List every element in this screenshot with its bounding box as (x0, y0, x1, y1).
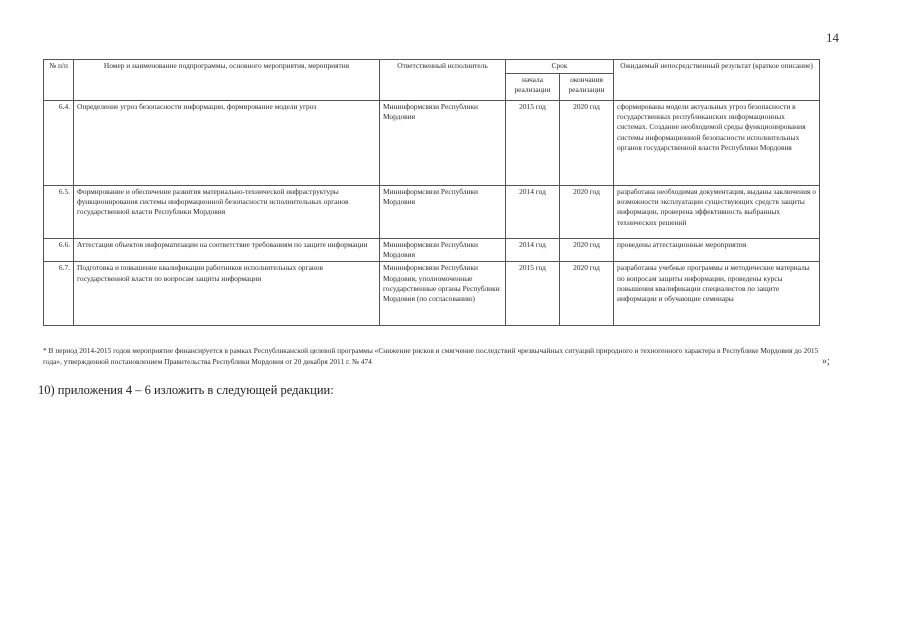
header-end: окончания реализации (560, 74, 614, 101)
expected-result: проведены аттестационные мероприятия (614, 239, 820, 262)
start-year: 2014 год (506, 186, 560, 239)
measure-name: Подготовка и повышение квалификации работников исполнительных органов государственной власти по вопросам защиты информации (74, 262, 380, 326)
closing-quote-mark: »; (822, 356, 830, 367)
executor: Мининформсвязи Республики Мордовия (380, 186, 506, 239)
table-row (44, 186, 820, 239)
header-executor: Ответственный исполнитель (380, 60, 506, 101)
start-year: 2015 год (506, 101, 560, 186)
header-name: Номер и наименование подпрограммы, основного мероприятия, мероприятия (74, 60, 380, 101)
table-row (44, 101, 820, 186)
row-number: 6.7. (44, 262, 74, 326)
measure-name: Аттестация объектов информатизации на соответствие требованиям по защите информации (74, 239, 380, 262)
header-result: Ожидаемый непосредственный результат (краткое описание) (614, 60, 820, 101)
amendment-item: 10) приложения 4 – 6 изложить в следующей редакции: (38, 383, 334, 397)
row-number: 6.4. (44, 101, 74, 186)
executor: Мининформсвязи Республики Мордовия, уполномоченные государственные органы Республики Мордовия (по согласованию) (380, 262, 506, 326)
table-row (44, 239, 820, 262)
header-start: начала реализации (506, 74, 560, 101)
row-number: 6.6. (44, 239, 74, 262)
header-term: Срок (506, 60, 614, 74)
end-year: 2020 год (560, 262, 614, 326)
expected-result: разработана необходимая документация, выданы заключения о возможности эксплуатации существующих средств защиты информации, проверена эффективность выбранных технических решений (614, 186, 820, 239)
measures-table (43, 59, 820, 326)
executor: Мининформсвязи Республики Мордовия (380, 239, 506, 262)
end-year: 2020 год (560, 101, 614, 186)
row-number: 6.5. (44, 186, 74, 239)
start-year: 2015 год (506, 262, 560, 326)
header-num: № п/п (44, 60, 74, 101)
table-row (44, 262, 820, 326)
expected-result: разработаны учебные программы и методические материалы по вопросам защиты информации, проведены курсы повышения квалификации специалистов по защите информации и обучающие семинары (614, 262, 820, 326)
executor: Мининформсвязи Республики Мордовия (380, 101, 506, 186)
end-year: 2020 год (560, 239, 614, 262)
expected-result: сформированы модели актуальных угроз безопасности в государственных республиканских информационных системах. Создание необходимой среды функционирования системы информационной безопасности исполнительных органов государственной власти Республики Мордовия (614, 101, 820, 186)
page-number: 14 (826, 30, 839, 45)
footnote: * В период 2014-2015 годов мероприятие финансируется в рамках Республиканской целевой программы «Снижение рисков и смягчение последствий чрезвычайных ситуаций природного и техногенного характера в Республике Мордовия до 2015 года», утвержденной постановлением Правительства Республики Мордовия от 20 декабря 2011 г. № 474 (43, 346, 819, 366)
start-year: 2014 год (506, 239, 560, 262)
measure-name: Определение угроз безопасности информации, формирование модели угроз (74, 101, 380, 186)
end-year: 2020 год (560, 186, 614, 239)
measure-name: Формирование и обеспечение развития материально-технической инфраструктуры функционирования системы информационной безопасности исполнительных органов государственной власти Республики Мордовия (74, 186, 380, 239)
